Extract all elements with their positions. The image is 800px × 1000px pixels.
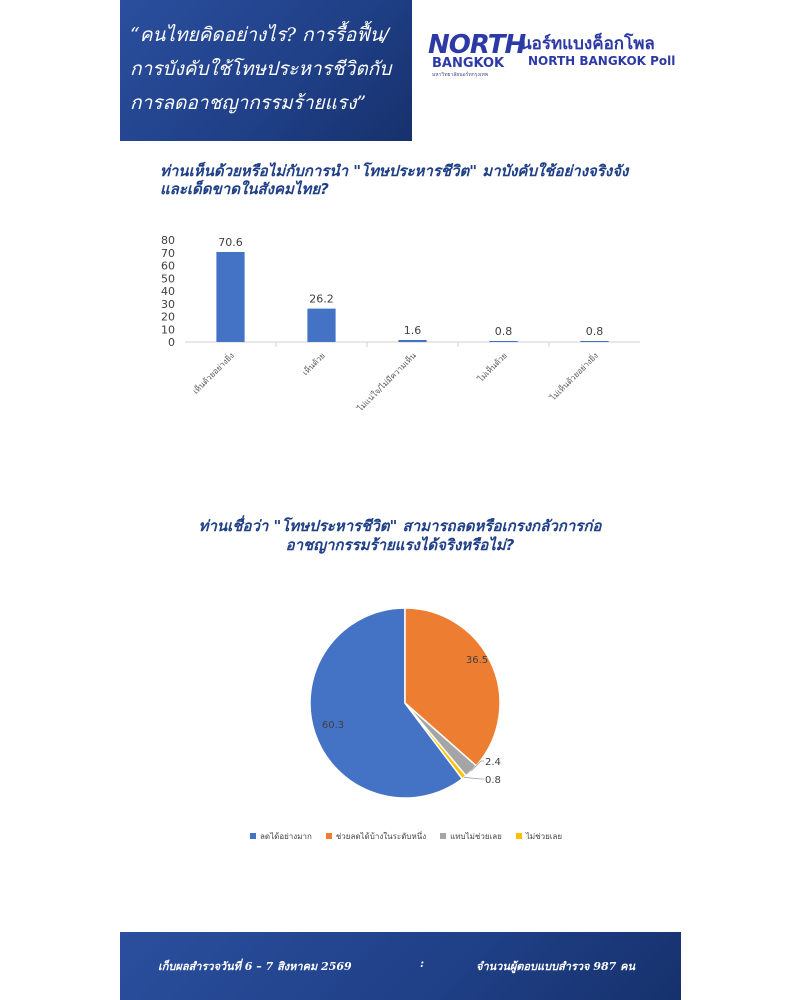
bar (307, 309, 335, 342)
bar-data-label: 0.8 (585, 324, 604, 338)
footer-separator: : (420, 957, 425, 970)
legend-item (440, 830, 502, 843)
legend-label: ลดได้อย่างมาก (260, 831, 312, 841)
bar (398, 340, 426, 342)
x-category-label: ไม่เห็นด้วย (476, 351, 509, 384)
legend-label: แทบไม่ช่วยเลย (450, 831, 502, 841)
pie-data-label: 0.8 (485, 775, 501, 786)
logo-tagline: มหาวิทยาลัยนอร์ทกรุงเทพ (432, 72, 489, 78)
legend-swatch (516, 833, 522, 839)
x-category-label: เห็นด้วย (300, 351, 327, 378)
x-category-label: ไม่เห็นด้วยอย่างยิ่ง (548, 351, 600, 403)
legend-item (250, 830, 312, 843)
bar-data-label: 26.2 (309, 292, 334, 306)
y-tick-label: 30 (161, 297, 175, 311)
pie-chart-title: ท่านเชื่อว่า "โทษประหารชีวิต" สามารถลดหรือเกรงกลัวการก่ออาชญากรรมร้ายแรงได้จริงหรือไม่? (198, 517, 602, 554)
pie-data-label: 36.5 (465, 655, 489, 666)
bar-chart-title: ท่านเห็นด้วยหรือไม่กับการนำ "โทษประหารชีวิต" มาบังคับใช้อย่างจริงจังและเด็ดขาดในสังคมไทย? (160, 162, 629, 198)
legend-swatch (250, 833, 256, 839)
header-title-line: การบังคับใช้โทษประหารชีวิตกับ (130, 58, 392, 80)
pie-data-label: 2.4 (485, 757, 501, 768)
survey-date: เก็บผลสำรวจวันที่ 6 – 7 สิงหาคม 2569 (158, 960, 352, 973)
y-tick-label: 40 (161, 285, 175, 298)
bar-data-label: 1.6 (403, 323, 422, 337)
y-tick-label: 10 (161, 323, 175, 337)
bar (489, 341, 517, 342)
respondent-count: จำนวนผู้ตอบแบบสำรวจ 987 คน (476, 960, 635, 973)
pie-chart (240, 590, 580, 810)
x-category-label: เห็นด้วยอย่างยิ่ง (191, 351, 236, 396)
header-banner (120, 0, 412, 141)
legend-swatch (326, 833, 332, 839)
logo-block (424, 22, 676, 82)
north-bangkok-logo (424, 26, 526, 78)
poll-name-thai: นอร์ทแบงค็อกโพล (520, 34, 655, 54)
header-title (130, 18, 404, 120)
y-tick-label: 50 (161, 272, 175, 286)
legend-swatch (440, 833, 446, 839)
legend-label: ช่วยลดได้บ้างในระดับหนึ่ง (335, 831, 427, 841)
legend-label: ไม่ช่วยเลย (525, 831, 563, 841)
header-title-line: การลดอาชญากรรมร้ายแรง” (130, 92, 367, 114)
bar-chart (150, 228, 650, 428)
legend-item (326, 830, 426, 843)
page-frame (120, 0, 681, 1000)
y-tick-label: 70 (161, 246, 175, 260)
y-tick-label: 20 (161, 310, 175, 324)
bar (580, 341, 608, 342)
bar-data-label: 70.6 (218, 235, 243, 249)
header-title-line: “คนไทยคิดอย่างไร? การรื้อฟื้น/ (130, 24, 389, 46)
logo-bangkok-text: BANGKOK (432, 56, 505, 71)
footer-banner (120, 932, 681, 1000)
logo-north-text: NORTH (428, 30, 526, 60)
y-tick-label: 0 (168, 336, 175, 349)
bar (216, 252, 244, 342)
poll-name-english: NORTH BANGKOK Poll (528, 54, 676, 68)
x-category-label: ไม่แน่ใจ/ไม่มีความเห็น (355, 351, 418, 414)
y-tick-label: 60 (161, 259, 175, 273)
pie-leader-line (464, 777, 484, 779)
bar-data-label: 0.8 (494, 324, 513, 338)
pie-data-label: 60.3 (321, 720, 345, 731)
legend-item (516, 830, 562, 843)
pie-legend (250, 828, 610, 844)
y-tick-label: 80 (161, 234, 175, 247)
